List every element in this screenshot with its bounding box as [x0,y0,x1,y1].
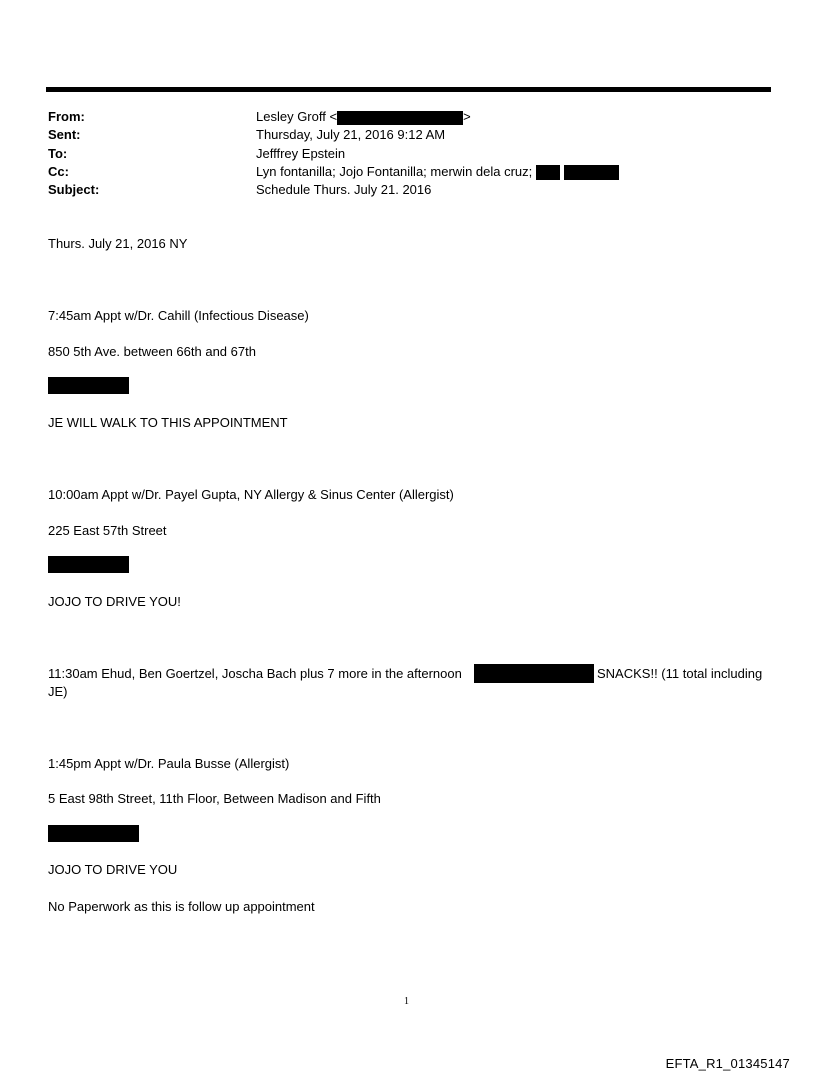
redaction-box [48,556,129,573]
from-label: From: [48,109,85,124]
appointment-extra: No Paperwork as this is follow up appointment [48,899,315,914]
appointment-note: JOJO TO DRIVE YOU! [48,594,181,609]
cc-value [256,164,619,180]
page-number: 1 [404,996,409,1007]
subject-label: Subject: [48,182,100,197]
cc-label: Cc: [48,164,69,179]
redaction-box [48,377,129,394]
appointment-address: 850 5th Ave. between 66th and 67th [48,344,256,359]
appointment-line: 7:45am Appt w/Dr. Cahill (Infectious Disease) [48,308,309,323]
redaction-box [337,111,463,125]
header-divider [46,87,771,92]
meeting-line-wrap: JE) [48,684,68,699]
to-value: Jefffrey Epstein [256,146,346,161]
redaction-box [48,825,139,842]
appointment-line: 10:00am Appt w/Dr. Payel Gupta, NY Allergy & Sinus Center (Allergist) [48,487,454,502]
appointment-note: JOJO TO DRIVE YOU [48,862,178,877]
appointment-note: JE WILL WALK TO THIS APPOINTMENT [48,415,288,430]
meeting-line-end: SNACKS!! (11 total including [597,666,763,681]
meeting-line-start: 11:30am Ehud, Ben Goertzel, Joscha Bach plus 7 more in the afternoon [48,666,462,681]
subject-value: Schedule Thurs. July 21. 2016 [256,182,432,197]
date-line: Thurs. July 21, 2016 NY [48,236,188,251]
from-value [256,109,471,125]
sent-label: Sent: [48,127,81,142]
to-label: To: [48,146,68,161]
from-close: > [463,109,471,124]
redaction-box [564,165,619,180]
sent-value: Thursday, July 21, 2016 9:12 AM [256,127,446,142]
appointment-line: 1:45pm Appt w/Dr. Paula Busse (Allergist) [48,756,290,771]
appointment-address: 225 East 57th Street [48,523,167,538]
redaction-box [474,664,594,683]
appointment-address: 5 East 98th Street, 11th Floor, Between Madison and Fifth [48,791,381,806]
bates-number: EFTA_R1_01345147 [665,1056,790,1071]
redaction-box [536,165,560,180]
from-name: Lesley Groff < [256,109,338,124]
cc-recipients: Lyn fontanilla; Jojo Fontanilla; merwin dela cruz; [256,164,533,179]
